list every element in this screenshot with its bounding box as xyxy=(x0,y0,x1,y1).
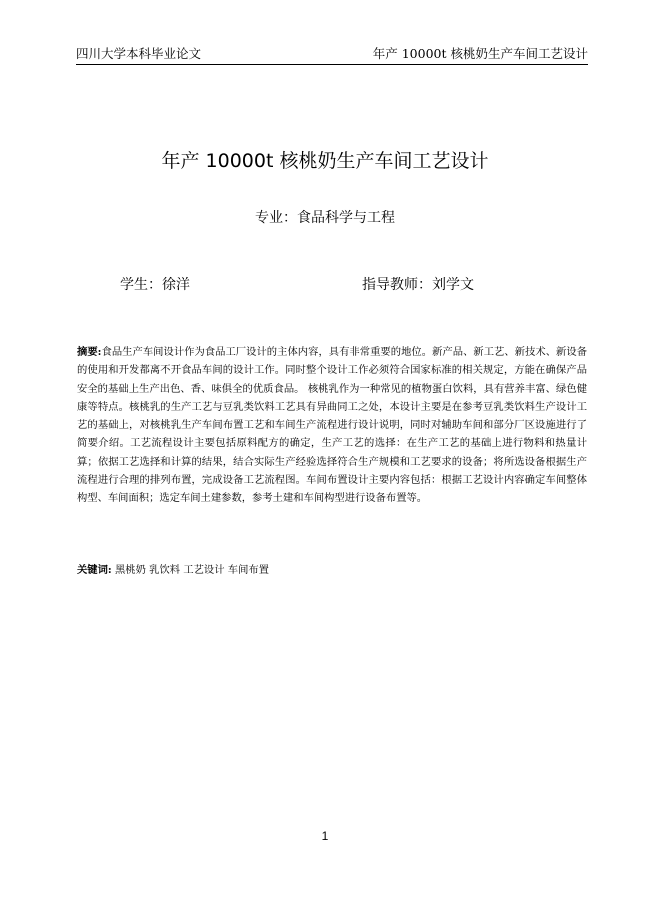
keywords-label: 关键词: xyxy=(77,564,112,576)
student-name: 学生：徐洋 xyxy=(120,277,190,293)
running-header-left: 四川大学本科毕业论文 xyxy=(76,46,202,61)
abstract-text: 食品生产车间设计作为食品工厂设计的主体内容，具有非常重要的地位。新产品、新工艺、新技术、新设备的使用和开发都离不开食品车间的设计工作。同时整个设计工作必须符合国家标准的相关规定，方能在确保产品安全的基础上生产出色、香、味俱全的优质食品。 核桃乳作为一种常见的植物蛋白饮料，具有营养丰富、绿色健康等特点。核桃乳的生产工艺与豆乳类饮料工艺具有异曲同工之处，本设计主要是在参考豆乳类饮料生产设计工艺的基础上，对核桃乳生产车间布置工艺和车间生产流程进行设计说明，同时对辅助车间和部分厂区设施进行了简要介绍。工艺流程设计主要包括原料配方的确定，生产工艺的选择：在生产工艺的基础上进行物料和热量计算；依据工艺选择和计算的结果，结合实际生产经验选择符合生产规模和工艺要求的设备；将所选设备根据生产流程进行合理的排列布置，完成设备工艺流程图。车间布置设计主要内容包括：根据工艺设计内容确定车间整体构型、车间面积；选定车间土建参数，参考土建和车间构型进行设备布置等。 xyxy=(77,346,587,505)
abstract-paragraph xyxy=(77,343,587,508)
advisor-name: 指导教师：刘学文 xyxy=(362,277,474,293)
running-header-right: 年产 10000t 核桃奶生产车间工艺设计 xyxy=(372,46,588,61)
keywords-line xyxy=(77,561,587,579)
abstract-label: 摘要: xyxy=(77,346,102,358)
page-number: 1 xyxy=(321,829,329,843)
header-divider xyxy=(76,64,588,65)
paper-title: 年产 10000t 核桃奶生产车间工艺设计 xyxy=(161,150,489,172)
keywords-text: 黑桃奶 乳饮料 工艺设计 车间布置 xyxy=(114,564,269,576)
major-line: 专业：食品科学与工程 xyxy=(255,210,395,226)
